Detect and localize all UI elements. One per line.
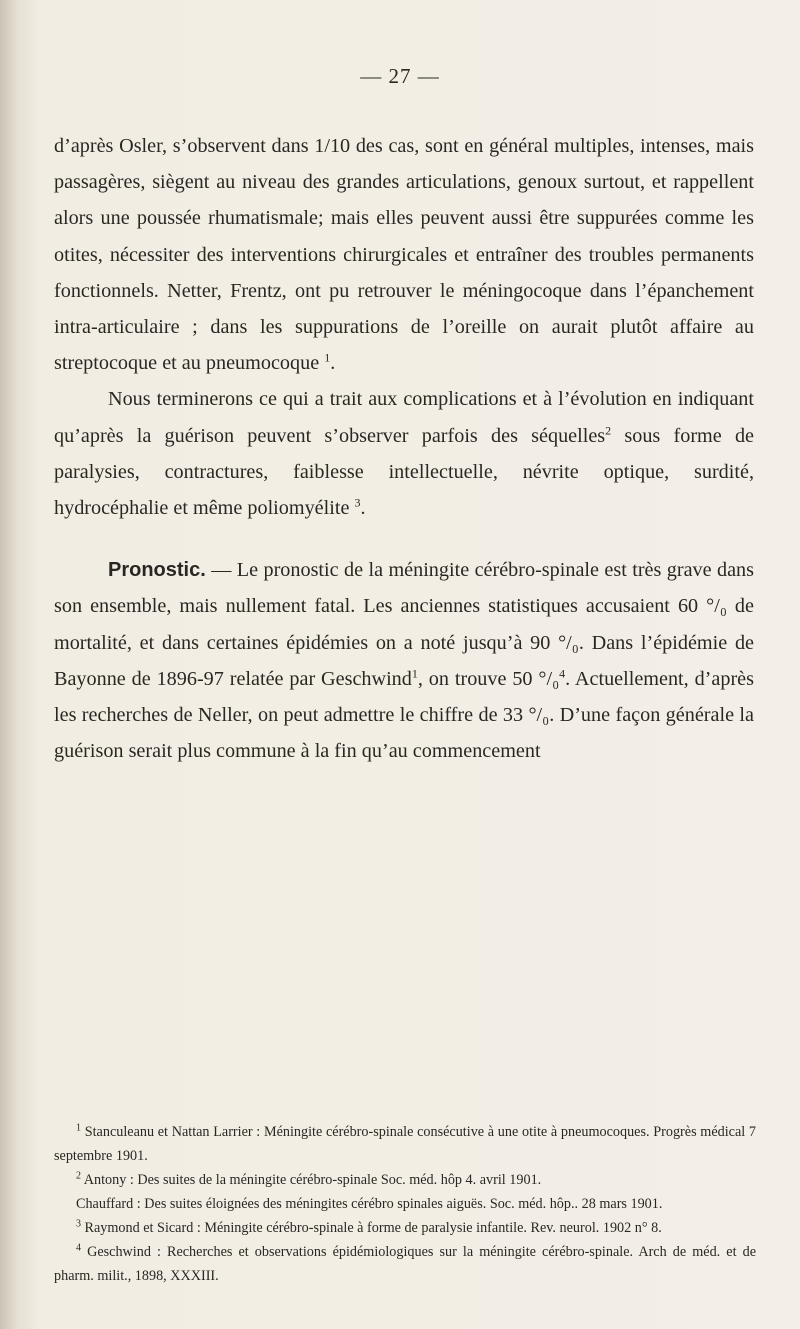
- paragraph-text: , on trouve 50 °/₀: [417, 667, 560, 690]
- footnote-text: Stanculeanu et Nattan Larrier : Méningite cérébro-spinale consécutive à une otite à pneumocoques. Progrès médical 7 septembre 1901.: [54, 1124, 757, 1164]
- footnote-ref: 4: [559, 666, 566, 681]
- footnote-ref: 3: [354, 495, 361, 510]
- paragraph-text: Nous terminerons ce qui a trait aux complications et à l’évolution en indiquant qu’après la guérison peuvent s’observer parfois des séquelles: [54, 388, 754, 447]
- footnote-mark: 3: [76, 1218, 81, 1230]
- page-number: — 27 —: [360, 64, 440, 88]
- paragraph-text: — Le pronostic de la méningite cérébro-spinale est très grave dans son ensemble, mais nullement fatal. Les anciennes statistiques accusaient 60 °/₀ de mortalité, et dans certaines épidémies on a noté jusqu’à 90 °/₀. Dans l’épidémie de Bayonne de 1896-97 relatée par Geschwind: [54, 559, 754, 690]
- footnote-ref: 1: [324, 350, 331, 365]
- section-heading: Pronostic.: [108, 559, 206, 582]
- footnote: [54, 1192, 756, 1216]
- footnote-text: Antony : Des suites de la méningite cérébro-spinale Soc. méd. hôp 4. avril 1901.: [83, 1172, 542, 1188]
- footnote-mark: 4: [76, 1242, 81, 1254]
- body-text: [54, 128, 754, 769]
- paragraph-text: . Actuellement, d’après les recherches de Neller, on peut admettre le chiffre de 33 °/₀. D’une façon générale la guérison serait plus commune à la fin qu’au commencement: [54, 667, 754, 763]
- footnote-text: Chauffard : Des suites éloignées des méningites cérébro spinales aiguës. Soc. méd. hôp.. 28 mars 1901.: [76, 1196, 663, 1212]
- paragraph-sequelles: Nous terminerons ce qui a trait aux complications et à l’évolution en indiquant qu’après la guérison peuvent s’observer parfois des séquelles$^2$ sous forme de paralysies, contractures, faiblesse intellectuelle, névrite optique, surdité, hydrocéphalie et même poliomyélite $^3$.: [54, 388, 755, 520]
- footnote-text: Geschwind : Recherches et observations épidémiologiques sur la méningite cérébro-spinale. Arch de méd. et de pharm. milit., 1898, XXXIII.: [54, 1244, 756, 1284]
- paragraph-text: sous forme de paralysies, contractures, faiblesse intellectuelle, névrite optique, surdité, hydrocéphalie et même poliomyélite: [54, 424, 755, 520]
- footnote-ref: 2: [605, 422, 612, 437]
- paragraph-text: d’après Osler, s’observent dans 1/10 des cas, sont en général multiples, intenses, mais passagères, siègent au niveau des grandes articulations, genoux surtout, et rappellent alors une poussée rhumatismale; mais elles peuvent aussi être suppurées comme les otites, nécessiter des interventions chirurgicales et entraîner des troubles permanents fonctionnels. Netter, Frentz, ont pu retrouver le méningocoque dans l’épanchement intra-articulaire ; dans les suppurations de l’oreille on aurait plutôt affaire au streptocoque et au pneumocoque: [54, 135, 754, 375]
- footnote-text: Raymond et Sicard : Méningite cérébro-spinale à forme de paralysie infantile. Rev. neurol. 1902 n° 8.: [84, 1220, 662, 1236]
- footnote: [54, 1168, 756, 1192]
- footnotes: [54, 1120, 756, 1288]
- footnote-ref: 1: [411, 666, 418, 681]
- footnote: [54, 1216, 756, 1240]
- footnote-mark: 2: [76, 1170, 81, 1182]
- paragraph-complications-articulaires: d’après Osler, s’observent dans 1/10 des cas, sont en général multiples, intenses, mais passagères, siègent au niveau des grandes articulations, genoux surtout, et rappellent alors une poussée rhumatismale; mais elles peuvent aussi être suppurées comme les otites, nécessiter des interventions chirurgicales et entraîner des troubles permanents fonctionnels. Netter, Frentz, ont pu retrouver le méningocoque dans l’épanchement intra-articulaire ; dans les suppurations de l’oreille on aurait plutôt affaire au streptocoque et au pneumocoque $^1$.: [54, 135, 754, 375]
- footnote: [54, 1120, 756, 1168]
- paragraph-pronostic: [54, 552, 754, 769]
- footnote: [54, 1240, 756, 1288]
- footnote-mark: 1: [76, 1122, 81, 1134]
